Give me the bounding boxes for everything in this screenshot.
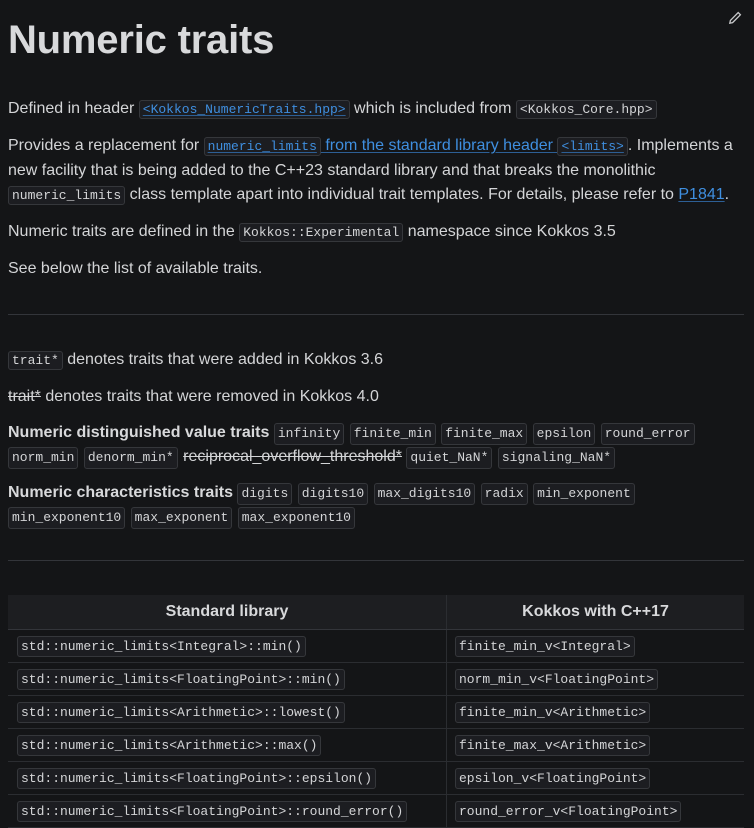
divider <box>8 314 744 315</box>
text: denotes traits that were added in Kokkos 3.6 <box>62 351 384 368</box>
trait-epsilon: epsilon <box>533 423 596 445</box>
std-code: std::numeric_limits<Integral>::min() <box>17 636 306 657</box>
pencil-icon[interactable] <box>728 11 742 25</box>
limits-code: <limits> <box>557 137 627 156</box>
trait-quiet-nan: quiet_NaN* <box>406 447 492 469</box>
text: Provides a replacement for <box>8 137 204 154</box>
page-title: Numeric traits <box>8 18 275 62</box>
table-row <box>8 663 744 696</box>
numeric-limits-code: numeric_limits <box>204 137 321 156</box>
kokkos-code: finite_min_v<Integral> <box>455 636 635 657</box>
kokkos-code: round_error_v<FloatingPoint> <box>455 801 681 822</box>
text: . <box>724 186 730 203</box>
trait-reciprocal-overflow-threshold: reciprocal_overflow_threshold* <box>183 448 402 465</box>
characteristics-traits <box>8 481 744 529</box>
table-row <box>8 696 744 729</box>
kokkos-code: norm_min_v<FloatingPoint> <box>455 669 658 690</box>
table-cell <box>447 762 745 795</box>
trait-round-error: round_error <box>601 423 695 445</box>
kokkos-code: finite_min_v<Arithmetic> <box>455 702 650 723</box>
table-cell <box>447 630 745 663</box>
header-prefix-text: Defined in header <box>8 100 139 117</box>
p1841-link[interactable]: P1841 <box>678 186 725 203</box>
numeric-limits-link[interactable] <box>204 137 628 154</box>
distinguished-label: Numeric distinguished value traits <box>8 424 270 441</box>
text: denotes traits that were removed in Kokkos 4.0 <box>40 388 379 405</box>
legend-added <box>8 348 744 373</box>
trait-infinity: infinity <box>274 423 344 445</box>
header-link-code: <Kokkos_NumericTraits.hpp> <box>139 100 350 119</box>
characteristics-label: Numeric characteristics traits <box>8 484 233 501</box>
kokkos-code: finite_max_v<Arithmetic> <box>455 735 650 756</box>
description-paragraph <box>8 134 744 208</box>
trait-denorm-min: denorm_min* <box>84 447 178 469</box>
numeric-limits-code: numeric_limits <box>8 186 125 205</box>
std-code: std::numeric_limits<FloatingPoint>::epsilon() <box>17 768 376 789</box>
table-cell <box>8 762 447 795</box>
added-trait-code: trait* <box>8 351 63 370</box>
table-cell <box>8 729 447 762</box>
table-cell <box>447 696 745 729</box>
table-cell <box>447 729 745 762</box>
std-code: std::numeric_limits<FloatingPoint>::round_error() <box>17 801 407 822</box>
table-cell <box>8 795 447 828</box>
column-header-standard: Standard library <box>8 595 447 630</box>
trait-digits10: digits10 <box>298 483 368 505</box>
table-cell <box>8 663 447 696</box>
table-cell <box>447 663 745 696</box>
text: Numeric traits are defined in the <box>8 223 240 240</box>
trait-signaling-nan: signaling_NaN* <box>498 447 615 469</box>
namespace-code: Kokkos::Experimental <box>239 223 403 242</box>
table-row <box>8 729 744 762</box>
text: namespace since Kokkos 3.5 <box>403 223 616 240</box>
trait-finite-min: finite_min <box>350 423 436 445</box>
trait-max-exponent10: max_exponent10 <box>238 507 355 529</box>
table-row <box>8 630 744 663</box>
std-code: std::numeric_limits<FloatingPoint>::min() <box>17 669 345 690</box>
trait-radix: radix <box>481 483 528 505</box>
table-row <box>8 795 744 828</box>
divider <box>8 560 744 561</box>
trait-min-exponent: min_exponent <box>533 483 635 505</box>
distinguished-traits <box>8 421 744 469</box>
see-below-text: See below the list of available traits. <box>8 260 263 277</box>
table-header-row <box>8 595 744 630</box>
header-link[interactable] <box>139 100 350 117</box>
table-cell <box>447 795 745 828</box>
text: class template apart into individual trait templates. For details, please refer to <box>125 186 679 203</box>
namespace-paragraph <box>8 220 744 245</box>
trait-digits: digits <box>237 483 292 505</box>
std-code: std::numeric_limits<Arithmetic>::max() <box>17 735 321 756</box>
header-middle-text: which is included from <box>349 100 516 117</box>
trait-max-exponent: max_exponent <box>131 507 233 529</box>
core-header-code: <Kokkos_Core.hpp> <box>516 100 657 119</box>
header-info <box>8 97 744 122</box>
trait-norm-min: norm_min <box>8 447 78 469</box>
kokkos-code: epsilon_v<FloatingPoint> <box>455 768 650 789</box>
traits-comparison-table <box>8 595 744 828</box>
table-cell <box>8 696 447 729</box>
text: . Implements a new facility that is being added to the C++23 standard library and that breaks the monolithic <box>8 137 733 179</box>
trait-finite-max: finite_max <box>441 423 527 445</box>
trait-max-digits10: max_digits10 <box>374 483 476 505</box>
legend-removed <box>8 385 744 409</box>
trait-min-exponent10: min_exponent10 <box>8 507 125 529</box>
table-cell <box>8 630 447 663</box>
link-text: from the standard library header <box>320 137 558 154</box>
column-header-kokkos: Kokkos with C++17 <box>447 595 745 630</box>
table-row <box>8 762 744 795</box>
std-code: std::numeric_limits<Arithmetic>::lowest() <box>17 702 345 723</box>
removed-trait-text: trait* <box>8 388 41 405</box>
